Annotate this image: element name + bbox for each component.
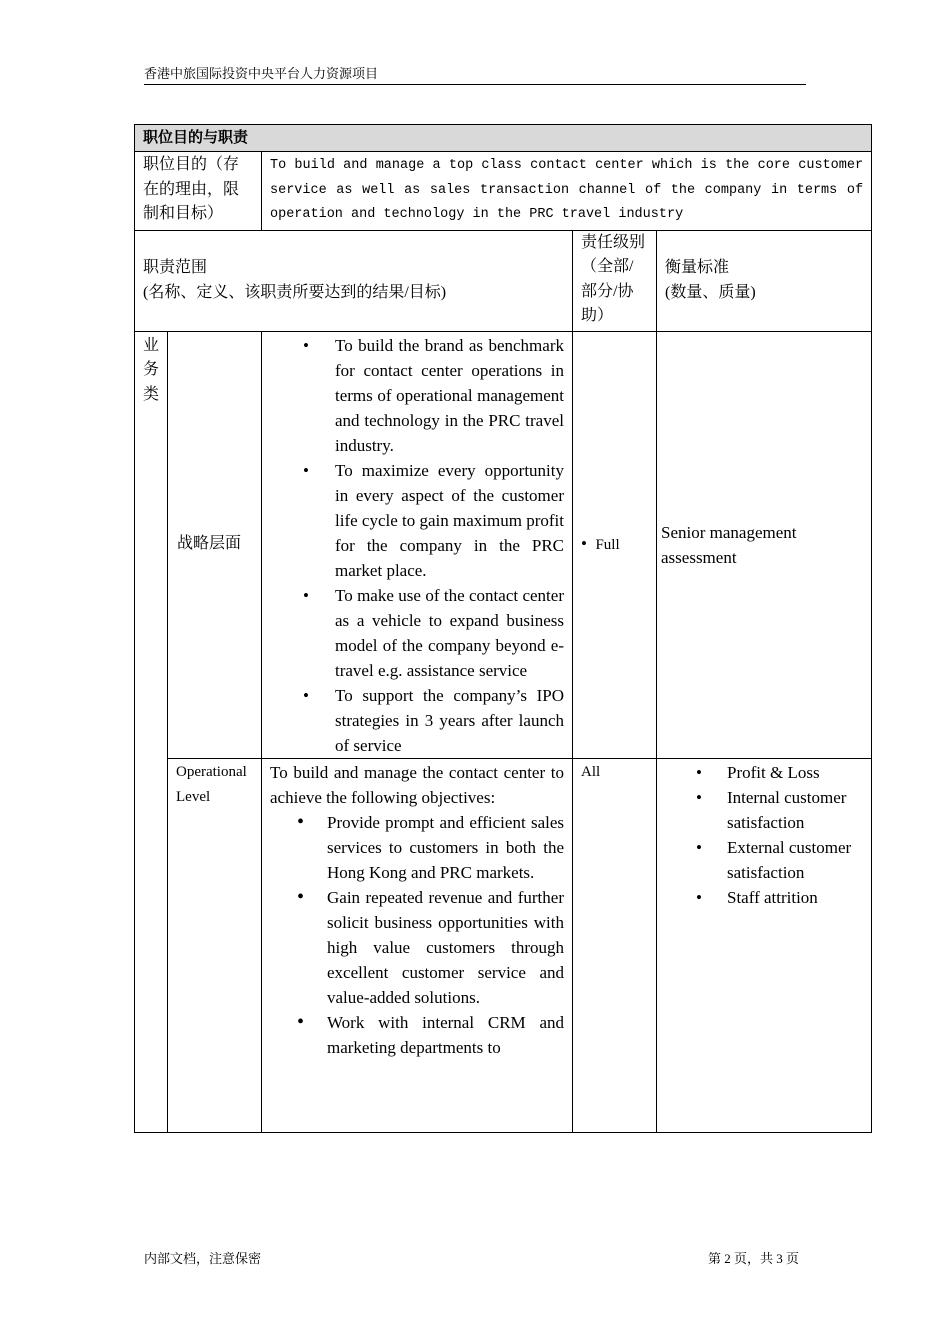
strategic-bullet-list [270,333,564,758]
scope-header-title: 职责范围 [143,259,208,276]
operational-level-name: Operational Level [168,758,262,1132]
operational-intro: To build and manage the contact center to achieve the following objectives: [270,762,564,807]
footer-confidential: 内部文档，注意保密 [144,1251,262,1266]
scope-header-subtitle: (名称、定义、该职责所要达到的结果/目标) [143,283,447,301]
bullet-icon: • [303,585,309,605]
page-number: 第 2 页，共 3 页 [708,1251,800,1266]
list-item: • Gain repeated revenue and further solicit business opportunities with high value customers through excellent customer service and value-added solutions. [297,885,564,1007]
list-item: • Work with internal CRM and marketing departments to [297,1010,564,1057]
bullet-icon: • [696,837,702,857]
list-item: • To support the company’s IPO strategies in 3 years after launch of service [270,683,564,758]
section-title: 职位目的与职责 [135,125,872,152]
list-item: • To maximize every opportunity in every aspect of the customer life cycle to gain maximum profit for the company in the PRC market place. [270,458,564,583]
operational-duties [262,758,573,1132]
measure-header-subtitle: (数量、质量) [665,283,756,301]
operational-bullet-list [270,810,564,1060]
bullet-icon: • [696,887,702,907]
measure-header [657,230,872,331]
bullet-icon: • [297,1010,305,1033]
bullet-icon: • [297,885,305,908]
level-header: 责任级别（全部/部分/协助） [573,230,657,331]
strategic-duties [262,331,573,758]
strategic-measure: Senior management assessment [657,331,872,758]
list-item: • Profit & Loss [661,760,867,785]
list-item: • Internal customer satisfaction [661,785,867,835]
list-item: • To make use of the contact center as a vehicle to expand business model of the company beyond e-travel e.g. assistance service [270,583,564,683]
strategic-responsibility: • Full [573,331,657,758]
operational-row [135,758,872,1132]
measure-header-title: 衡量标准 [665,259,730,276]
bullet-icon: • [297,810,305,833]
purpose-text: To build and manage a top class contact center which is the core customer service as well as sales transaction channel of the company in terms of operation and technology in the PRC travel industry [262,152,872,231]
category-cell: 业务类 [135,331,168,1132]
list-item: • Staff attrition [661,885,867,910]
column-header-row [135,230,872,331]
operational-measure-list [661,760,867,910]
section-title-row [135,125,872,152]
bullet-icon: • [303,335,309,355]
scope-header [135,230,573,331]
strategic-level-name: 战略层面 [168,331,262,758]
bullet-icon: • [581,534,587,553]
bullet-icon: • [303,460,309,480]
purpose-label: 职位目的（存在的理由，限制和目标） [135,152,262,231]
purpose-row [135,152,872,231]
operational-responsibility: All [573,758,657,1132]
list-item: • To build the brand as benchmark for contact center operations in terms of operational management and technology in the PRC travel industry. [270,333,564,458]
bullet-icon: • [303,685,309,705]
bullet-icon: • [696,762,702,782]
page-header: 香港中旅国际投资中央平台人力资源项目 [144,66,806,85]
strategic-row [135,331,872,758]
list-item: • Provide prompt and efficient sales services to customers in both the Hong Kong and PRC markets. [297,810,564,882]
operational-measures [657,758,872,1132]
responsibility-table [134,124,872,1133]
list-item: • External customer satisfaction [661,835,867,885]
bullet-icon: • [696,787,702,807]
